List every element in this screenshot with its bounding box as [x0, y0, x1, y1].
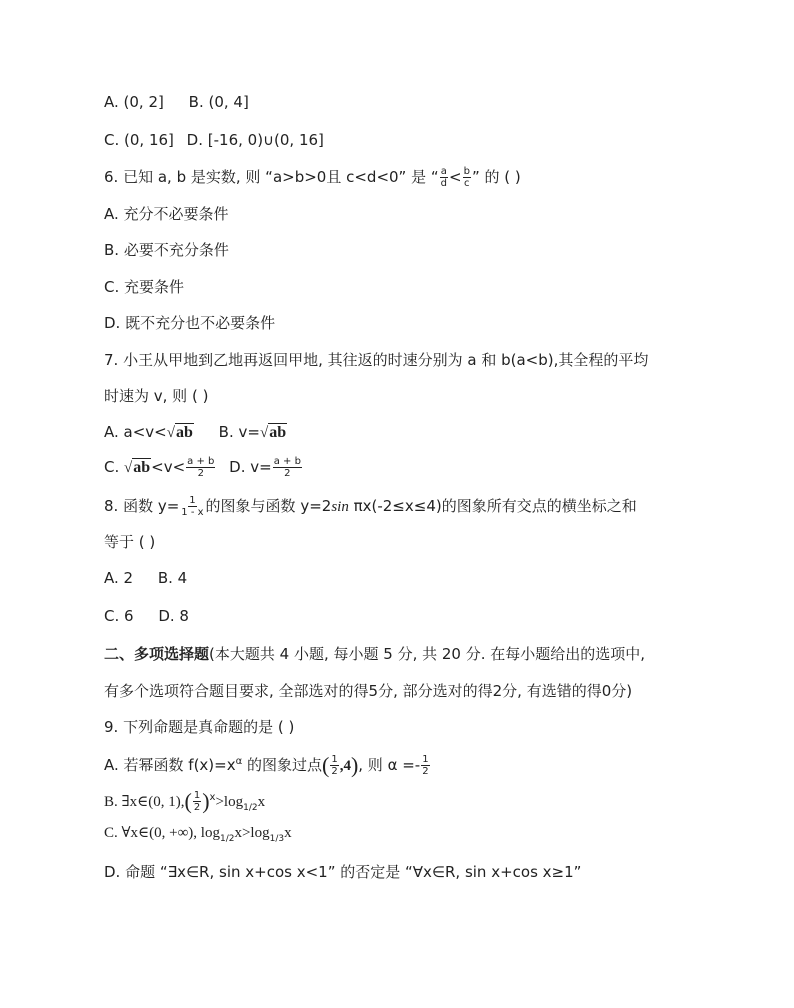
frac-den: 2: [193, 802, 201, 813]
q5-option-b: B. (0, 4]: [188, 93, 249, 111]
q8-stem-prefix: 8. 函数 y=: [104, 497, 180, 515]
radicand: ab: [269, 424, 287, 441]
section2-title: 二、多项选择题: [104, 645, 210, 663]
exponent-x: x: [209, 792, 216, 803]
q7-options-row2: [104, 456, 303, 479]
section2-desc-line2: 有多个选项符合题目要求, 全部选对的得5分, 部分选对的得2分, 有选错的得0分): [104, 682, 633, 700]
frac-den: c: [464, 178, 470, 189]
q7-stem-line2: 时速为 v, 则 ( ): [104, 387, 209, 405]
q5-option-a: A. (0, 2]: [104, 93, 164, 111]
q8-stem-suffix: πx(-2≤x≤4)的图象所有交点的横坐标之和: [348, 497, 637, 515]
q8-option-a: A. 2: [104, 569, 134, 587]
frac-num: 1: [189, 495, 196, 506]
q7-opt-b-text: B. v=: [218, 423, 260, 441]
q7-option-d: [229, 456, 303, 479]
q9-option-a: [104, 752, 431, 777]
paren-close: ): [202, 788, 210, 814]
log-base: 1/2: [219, 834, 235, 844]
q7-opt-a-text: A. a<v<: [104, 423, 167, 441]
frac-num: b: [463, 166, 470, 177]
q8-stem-mid: 的图象与函数 y=2: [205, 497, 332, 515]
q8-option-b: B. 4: [157, 569, 188, 587]
frac-num: a + b: [187, 456, 215, 467]
point-y: ,4: [339, 758, 351, 774]
paren-open: (: [184, 788, 192, 814]
q6-option-c: C. 充要条件: [104, 278, 185, 296]
q7-opt-d-text: D. v=: [229, 458, 272, 476]
frac-den: 2: [284, 468, 291, 479]
frac-num: 1: [193, 790, 201, 801]
q9-opt-a-mid: 的图象过点: [242, 756, 322, 774]
radicand: ab: [133, 459, 151, 476]
q5-option-d: D. [-16, 0)∪(0, 16]: [186, 131, 324, 149]
q9-stem: 9. 下列命题是真命题的是 ( ): [104, 718, 295, 736]
frac-den: 2: [331, 766, 338, 777]
q8-stem-line2: 等于 ( ): [104, 533, 156, 551]
log-arg: x: [284, 825, 292, 841]
q6-stem-prefix: 6. 已知 a, b 是实数, 则 “a>b>0且 c<d<0” 是 “: [104, 168, 439, 186]
exponent-alpha: α: [235, 756, 243, 767]
frac-1-over-2: [421, 754, 429, 777]
q5-options-row1: [104, 92, 249, 112]
section2-heading: [104, 644, 645, 664]
q5-options-row2: [104, 130, 324, 150]
less-than: <: [449, 168, 462, 186]
sqrt-ab: √ab: [259, 424, 287, 441]
q8-options-row1: [104, 568, 187, 588]
q7-option-a: [104, 423, 194, 441]
q5-option-c: C. (0, 16]: [104, 131, 174, 149]
sqrt-ab: √ab: [124, 459, 151, 476]
sin-function: sin: [331, 499, 349, 515]
frac-den: 2: [197, 468, 204, 479]
frac-a-plus-b-over-2: [186, 456, 215, 479]
q9-opt-a-suffix: , 则 α =-: [358, 756, 421, 774]
q6-option-a: A. 充分不必要条件: [104, 205, 229, 223]
frac-a-plus-b-over-2: [273, 456, 302, 479]
frac-den: 2: [422, 766, 429, 777]
q9-option-c: [104, 822, 292, 849]
frac-den: 1 - x: [181, 507, 204, 518]
q7-stem-line1: 7. 小王从甲地到乙地再返回甲地, 其往返的时速分别为 a 和 b(a<b),其全程的平均: [104, 351, 649, 369]
log-arg: x: [257, 794, 266, 810]
q9-opt-a-prefix: A. 若幂函数 f(x)=x: [104, 756, 236, 774]
q9-option-b: [104, 788, 265, 818]
q9-opt-c-prefix: C. ∀x∈(0, +∞), log: [104, 825, 220, 841]
q6-option-b: B. 必要不充分条件: [104, 241, 229, 259]
frac-num: 1: [422, 754, 429, 765]
q7-opt-c-mid: <v<: [151, 458, 186, 476]
q7-option-c: [104, 456, 216, 479]
q6-frac-a-d: [440, 166, 448, 189]
frac-num: 1: [331, 754, 338, 765]
frac-1-over-1-minus-x: [180, 495, 204, 518]
q6-frac-b-c: [463, 166, 471, 189]
q7-options-row1: [104, 422, 287, 443]
section2-desc-line1: (本大题共 4 小题, 每小题 5 分, 共 20 分. 在每小题给出的选项中,: [209, 645, 646, 663]
q8-option-c: C. 6: [104, 607, 134, 625]
paren-open: (: [321, 752, 330, 778]
q8-stem-line1: [104, 495, 637, 518]
q8-options-row2: [104, 606, 189, 626]
frac-1-over-2: [193, 790, 201, 813]
radicand: ab: [175, 424, 193, 441]
log-text: >log: [215, 794, 244, 810]
q6-option-d: D. 既不充分也不必要条件: [104, 314, 276, 332]
q9-opt-b-prefix: B. ∃x∈(0, 1),: [104, 794, 185, 810]
frac-den: d: [440, 178, 447, 189]
paren-close: ): [350, 752, 359, 778]
sqrt-ab: √ab: [166, 424, 193, 441]
q9-option-d: D. 命题 “∃x∈R, sin x+cos x<1” 的否定是 “∀x∈R, sin x+cos x≥1”: [104, 863, 582, 881]
log-base: 1/3: [269, 834, 285, 844]
q6-stem-suffix: ” 的 ( ): [471, 168, 521, 186]
frac-num: a + b: [273, 456, 301, 467]
q7-option-b: [219, 423, 287, 441]
log-base: 1/2: [243, 803, 258, 813]
q9-opt-c-mid: x>log: [234, 825, 270, 841]
q6-stem: [104, 166, 521, 189]
frac-num: a: [440, 166, 447, 177]
q8-option-d: D. 8: [158, 607, 189, 625]
frac-1-over-2: [330, 754, 338, 777]
q7-opt-c-text: C.: [104, 458, 125, 476]
